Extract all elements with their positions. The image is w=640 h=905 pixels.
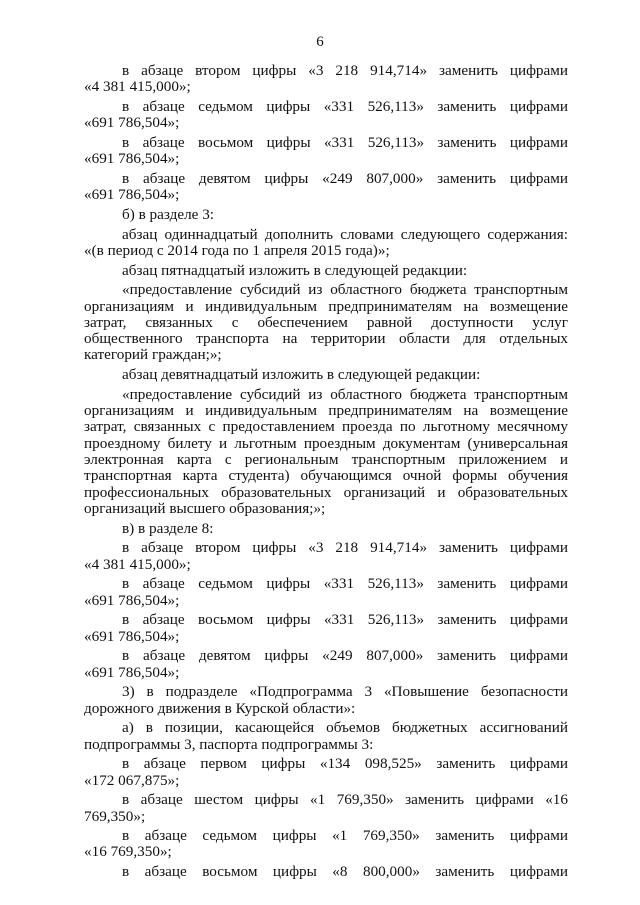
amendment-item (84, 99, 568, 132)
section-line: абзац девятнадцатый изложить в следующей редакции: (122, 366, 481, 384)
amendment-value: «691 786,504»; (84, 186, 180, 204)
section-line: в абзаце шестом цифры «1 769,350» заменить цифрами «16 769,350»; (84, 791, 568, 825)
amendment-text: в абзаце седьмом цифры «331 526,113» заменить цифрами (122, 97, 568, 115)
paragraph: «предоставление субсидий из областного бюджета транспортным организациям и индивидуальным предпринимателям на возмещение затрат, связанных с обеспечением равной доступности услуг общественного транспорта на территории области для отдельных категорий граждан;»; (84, 281, 568, 364)
amendment-text: в абзаце втором цифры «3 218 914,714» заменить цифрами (122, 62, 568, 79)
amendment-text: в абзаце втором цифры «3 218 914,714» заменить цифрами (122, 539, 568, 557)
amendment-value: «172 067,875»; (84, 771, 180, 789)
amendment-item (84, 171, 568, 204)
paragraph: «предоставление субсидий из областного бюджета транспортным организациям и индивидуальным предпринимателям на возмещение затрат, связанных с предоставлением проезда по льготному месячному проездному билету и льготным проездным документам (универсальная электронная карта с региональным транспортным приложением и транспортная карта студента) обучающимся очной формы обучения профессиональных образовательных организаций и образовательных организаций высшего образования;»; (84, 385, 568, 517)
paragraph: а) в позиции, касающейся объемов бюджетных ассигнований подпрограммы 3, паспорта подпрограммы 3: (84, 719, 568, 753)
amendment-text: в абзаце девятом цифры «249 807,000» заменить цифрами (122, 169, 568, 187)
amendment-item (84, 828, 568, 861)
paragraph: 3) в подразделе «Подпрограмма 3 «Повышение безопасности дорожного движения в Курской области»: (84, 683, 568, 717)
amendment-item (84, 540, 568, 573)
amendment-value: «691 786,504»; (84, 663, 180, 681)
section-line: б) в разделе 3: (122, 205, 215, 223)
amendment-value: «691 786,504»; (84, 150, 180, 168)
page-number: 6 (316, 34, 324, 50)
amendment-value: «691 786,504»; (84, 627, 180, 645)
paragraph: абзац одиннадцатый дополнить словами следующего содержания: «(в период с 2014 года по 1 апреля 2015 года)»; (84, 225, 568, 259)
amendment-item (84, 756, 568, 789)
document-body (84, 63, 568, 884)
amendment-value: «4 381 415,000»; (84, 78, 191, 96)
amendment-item (84, 135, 568, 168)
section-line: в) в разделе 8: (122, 519, 214, 537)
amendment-text: в абзаце седьмом цифры «331 526,113» заменить цифрами (122, 575, 568, 593)
amendment-value: «691 786,504»; (84, 114, 180, 132)
amendment-text: в абзаце восьмом цифры «331 526,113» заменить цифрами (122, 611, 568, 629)
amendment-value: «691 786,504»; (84, 591, 180, 609)
amendment-text: в абзаце седьмом цифры «1 769,350» заменить цифрами (122, 827, 568, 845)
amendment-item (84, 612, 568, 645)
amendment-text: в абзаце первом цифры «134 098,525» заменить цифрами (122, 755, 568, 773)
paragraph: в абзаце восьмом цифры «8 800,000» заменить цифрами (122, 863, 568, 881)
amendment-item (84, 648, 568, 681)
section-line: абзац пятнадцатый изложить в следующей редакции: (122, 261, 468, 279)
amendment-value: «16 769,350»; (84, 843, 172, 861)
amendment-text: в абзаце восьмом цифры «331 526,113» заменить цифрами (122, 133, 568, 151)
amendment-value: «4 381 415,000»; (84, 555, 191, 573)
amendment-item (84, 576, 568, 609)
amendment-text: в абзаце девятом цифры «249 807,000» заменить цифрами (122, 647, 568, 665)
amendment-item (84, 63, 568, 96)
